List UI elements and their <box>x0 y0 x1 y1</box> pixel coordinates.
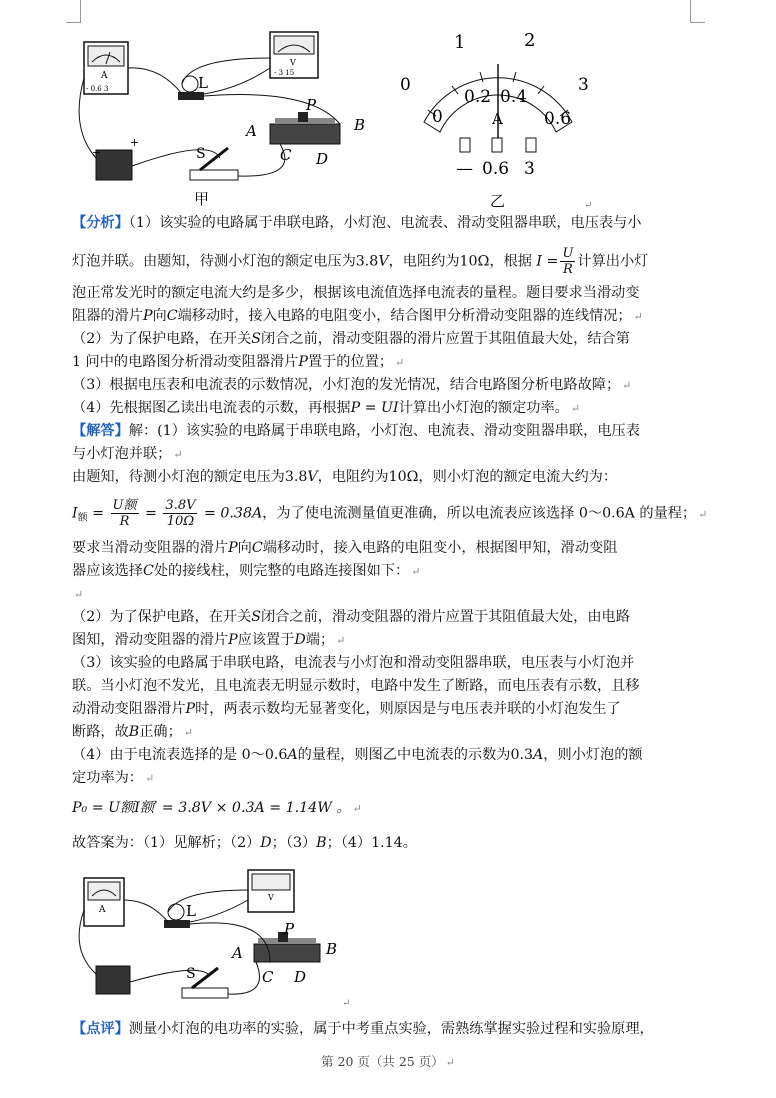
comment-tag: 【点评】 <box>72 1021 129 1037</box>
figure-dial-yi <box>388 28 618 218</box>
svg-text:A: A <box>101 71 108 81</box>
svg-text:S: S <box>196 146 206 162</box>
solution-line-2: 与小灯泡并联； ↵ <box>72 446 183 462</box>
svg-text:B: B <box>354 116 366 134</box>
solution-line-6: 器应该选择C处的接线柱，则完整的电路连接图如下： ↵ <box>72 563 421 579</box>
svg-text:0.6: 0.6 <box>544 109 572 129</box>
svg-text:L: L <box>186 902 196 920</box>
analysis-line-4: 阻器的滑片P向C端移动时，接入电路的电阻变小，结合图甲分析滑动变阻器的连线情况； ↵ <box>72 308 643 324</box>
svg-text:−: − <box>92 146 102 159</box>
svg-text:C: C <box>262 968 274 986</box>
svg-text:A: A <box>246 122 257 140</box>
svg-text:B: B <box>326 940 338 958</box>
analysis-line-6: 1 问中的电路图分析滑动变阻器滑片P置于的位置； ↵ <box>72 354 405 370</box>
comment-line: 【点评】测量小灯泡的电功率的实验，属于中考重点实验，需熟练掌握实验过程和实验原理， <box>72 1021 654 1037</box>
solution-line-1: 【解答】解：(1）该实验的电路属于串联电路，小灯泡、电流表、滑动变阻器串联，电压表 <box>72 423 640 439</box>
svg-text:0.2: 0.2 <box>464 87 492 107</box>
analysis-line-3: 泡正常发光时的额定电流大约是多少，根据该电流值选择电流表的量程。题目要求当滑动变 <box>72 285 640 301</box>
rheostat-icon <box>244 96 365 168</box>
solution-line-12: 动滑动变阻器滑片P时，两表示数均无显著变化，则原因是与电压表并联的小灯泡发生了 <box>72 701 621 717</box>
margin-corner-left <box>66 0 81 23</box>
svg-text:0.6: 0.6 <box>482 159 510 179</box>
solution-equation-line: $I_额$ = $\frac{\text{U额}}{R}$ = $\frac{3.8V}{10\Omega}$ = 0.38A，为了使电流测量值更准确，所以电流表应该选择 0～0.6A 的量程； ↵ <box>72 498 708 529</box>
solution-line-9: 图知，滑动变阻器的滑片P应该置于D端； ↵ <box>72 632 346 648</box>
ammeter-icon <box>84 42 128 94</box>
solution-line-3: 由题知，待测小灯泡的额定电压为3.8V，电阻约为10Ω，则小灯泡的额定电流大约为： <box>72 469 618 485</box>
answer-line: 故答案为：（1）见解析；（2）D；（3）B；（4）1.14。 <box>72 835 417 851</box>
analysis-line-8: （4）先根据图乙读出电流表的示数，再根据P = UI计算出小灯泡的额定功率。 ↵ <box>72 400 581 416</box>
svg-text:↵: ↵ <box>342 998 351 1009</box>
power-equation: P₀ = U额I额′ = 3.8V × 0.3A = 1.14W 。 ↵ <box>72 800 362 816</box>
blank-line: ↵ <box>74 588 84 601</box>
analysis-line-5: （2）为了保护电路，在开关S闭合之前，滑动变阻器的滑片应置于其阻值最大处，结合第 <box>72 331 630 347</box>
solution-line-14: （4）由于电流表选择的是 0～0.6A的量程，则图乙中电流表的示数为0.3A，则小灯泡的额 <box>72 747 643 763</box>
solution-line-5: 要求当滑动变阻器的滑片P向C端移动时，接入电路的电阻变小，根据图甲知，滑动变阻 <box>72 540 618 556</box>
svg-text:V: V <box>268 893 274 902</box>
svg-text:0.4: 0.4 <box>500 87 528 107</box>
margin-corner-right <box>690 0 705 23</box>
svg-text:L: L <box>198 74 208 92</box>
svg-text:3: 3 <box>578 75 589 95</box>
svg-text:D: D <box>294 968 307 986</box>
bulb-icon <box>178 74 208 100</box>
svg-text:A: A <box>232 944 243 962</box>
svg-text:0: 0 <box>400 75 411 95</box>
voltmeter-icon <box>270 32 318 78</box>
svg-text:P: P <box>284 920 295 938</box>
solution-line-13: 断路，故B正确； ↵ <box>72 724 193 740</box>
solution-line-15: 定功率为： ↵ <box>72 770 155 786</box>
svg-text:S: S <box>186 966 196 982</box>
svg-text:1: 1 <box>454 32 466 53</box>
page-footer: 第 20 页（共 25 页） ↵ <box>321 1054 455 1069</box>
ammeter-icon <box>84 878 124 926</box>
analysis-tag: 【分析】 <box>72 215 129 231</box>
svg-text:A: A <box>99 905 106 915</box>
solution-line-8: （2）为了保护电路，在开关S闭合之前，滑动变阻器的滑片应置于其阻值最大处，由电路 <box>72 609 630 625</box>
svg-text:A: A <box>492 110 503 128</box>
switch-icon <box>190 146 238 180</box>
label-yi: 乙 <box>490 192 506 210</box>
solution-line-10: （3）该实验的电路属于串联电路，电流表与小灯泡和滑动变阻器串联，电压表与小灯泡并 <box>72 655 635 671</box>
svg-text:2: 2 <box>524 30 536 51</box>
svg-text:D: D <box>316 150 329 168</box>
svg-text:+: + <box>130 136 140 149</box>
svg-text:—: — <box>456 159 473 179</box>
analysis-line-2: 灯泡并联。由题知，待测小灯泡的额定电压为3.8V，电阻约为10Ω，根据 I = $\frac{U}{R}$ 计算出小灯 <box>72 246 649 277</box>
svg-text:3: 3 <box>524 159 535 179</box>
analysis-line-1: 【分析】（1）该实验的电路属于串联电路，小灯泡、电流表、滑动变阻器串联，电压表与小 <box>72 215 642 231</box>
solution-line-11: 联。当小灯泡不发光，且电流表无明显示数时，电路中发生了断路，而电压表有示数，且移 <box>72 678 640 694</box>
switch-icon <box>182 966 228 998</box>
battery-icon <box>92 136 139 180</box>
svg-text:↵: ↵ <box>584 200 593 211</box>
svg-text:- 0.6 3: - 0.6 3 <box>86 85 109 93</box>
svg-text:0: 0 <box>432 107 443 127</box>
voltmeter-icon <box>248 870 294 912</box>
rheostat-icon <box>230 920 337 986</box>
battery-icon <box>96 966 130 994</box>
svg-text:C: C <box>280 146 292 164</box>
solution-tag: 【解答】 <box>72 423 129 439</box>
analysis-line-7: （3）根据电压表和电流表的示数情况，小灯泡的发光情况，结合电路图分析电路故障； ↵ <box>72 377 632 393</box>
svg-text:- 3 15: - 3 15 <box>274 69 295 77</box>
svg-text:V: V <box>290 58 296 67</box>
figure-circuit-jia <box>70 28 380 208</box>
svg-text:P: P <box>306 96 317 114</box>
label-jia: 甲 <box>194 190 210 208</box>
figure-circuit-completed <box>70 866 370 1012</box>
formula-ohm: $\frac{U}{R}$ <box>562 246 574 277</box>
